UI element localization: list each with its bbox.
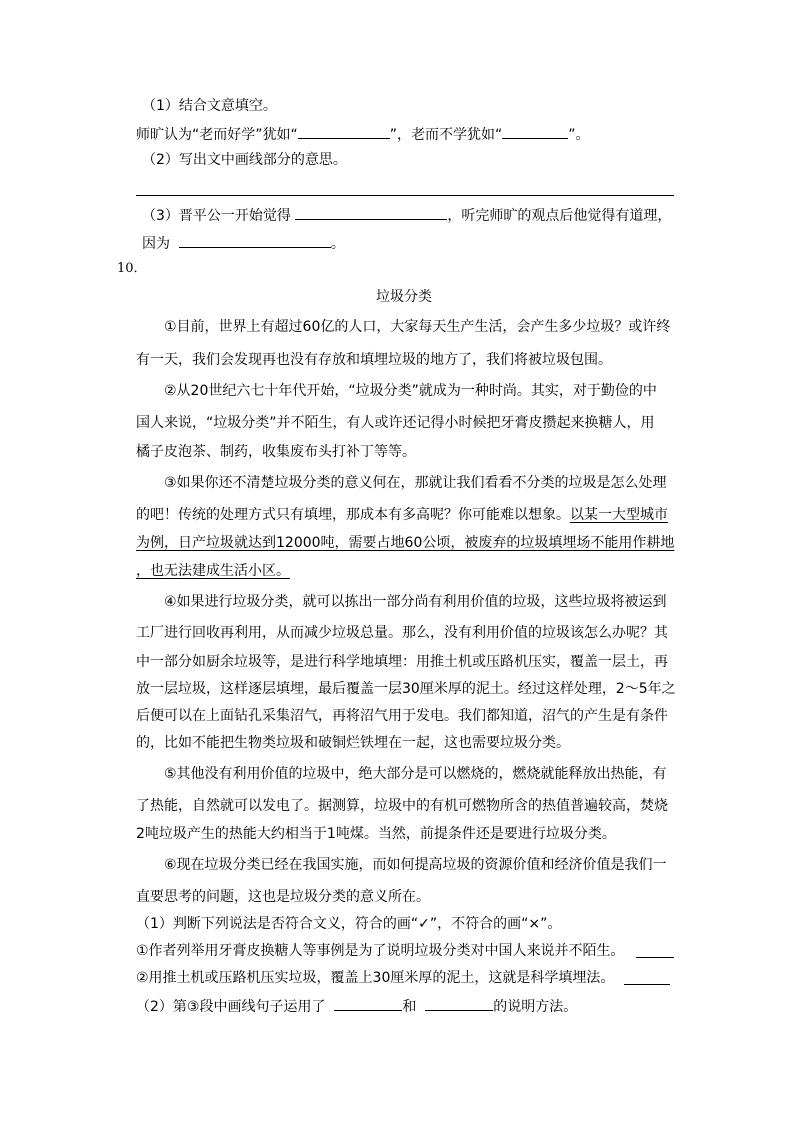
para4-line3: 中一部分如厨余垃圾等，是进行科学地填埋：用推土机或压路机压实，覆盖一层土，再 <box>136 654 668 670</box>
q9-sub3-text-pre: （3）晋平公一开始觉得 <box>142 208 291 224</box>
q9-blank-4[interactable] <box>179 233 331 248</box>
para2-line3: 橘子皮泡茶、制药，收集废布头打补丁等等。 <box>136 444 416 460</box>
para4-line6: 的，比如不能把生物类垃圾和破铜烂铁埋在一起，这也需要垃圾分类。 <box>136 735 570 751</box>
q10-statement-2: ②用推土机或压路机压实垃圾，覆盖上30厘米厚的泥土，这就是科学填埋法。 <box>136 970 615 986</box>
para3-line1: ③如果你还不清楚垃圾分类的意义何在，那就让我们看看不分类的垃圾是怎么处理 <box>164 475 667 491</box>
q9-sub1-text-post: ”。 <box>568 127 590 143</box>
para5-line3: 2吨垃圾产生的热能大约相当于1吨煤。当然，前提条件还是要进行垃圾分类。 <box>136 826 616 842</box>
para6-line1: ⑥现在垃圾分类已经在我国实施，而如何提高垃圾的资源价值和经济价值是我们一 <box>164 857 667 873</box>
para3-underlined-end: ，也无法建成生活小区。 <box>136 563 290 579</box>
q10-statement-2-blank[interactable] <box>624 970 670 985</box>
q10-sub2-blank-1[interactable] <box>334 996 402 1011</box>
q9-sub2-answer-line[interactable] <box>136 195 674 196</box>
para1-line2: 有一天，我们会发现再也没有存放和填埋垃圾的地方了，我们将被垃圾包围。 <box>136 352 612 368</box>
q10-sub2-line <box>136 996 577 1017</box>
q9-blank-2[interactable] <box>502 124 568 139</box>
q9-sub2-label: （2）写出文中画线部分的意思。 <box>142 152 347 168</box>
q10-sub2-blank-2[interactable] <box>425 996 493 1011</box>
passage-title: 垃圾分类 <box>376 289 432 305</box>
q9-sub1-fill-line <box>136 124 590 145</box>
para3-underlined-start: 以某一大型城市 <box>570 507 668 523</box>
q10-sub2-text-post: 的说明方法。 <box>493 999 578 1015</box>
q9-blank-3[interactable] <box>295 205 447 220</box>
para6-line2: 直要思考的问题，这也是垃圾分类的意义所在。 <box>136 889 430 905</box>
para4-line5: 后便可以在上面钻孔采集沼气，再将沼气用于发电。我们都知道，沼气的产生是有条件 <box>136 708 668 724</box>
para3-underlined-line: 为例，日产垃圾就达到12000吨，需要占地60公顷，被废弃的垃圾填埋场不能用作耕地 <box>136 535 675 551</box>
para4-line4: 放一层垃圾，这样逐层填埋，最后覆盖一层30厘米厚的泥土。经过这样处理，2～5年之 <box>136 681 676 697</box>
q9-sub3-text-post: ，听完师旷的观点后他觉得有道理， <box>447 208 672 224</box>
q9-sub3-line1 <box>142 205 671 226</box>
q10-sub2-text-pre: （2）第③段中画线句子运用了 <box>136 999 326 1015</box>
para3-line2-plain: 的吧！传统的处理方式只有填埋，那成本有多高呢？你可能难以想象。 <box>136 507 570 523</box>
q9-sub3-line2 <box>142 233 345 254</box>
q9-sub1-text-mid: ”，老而不学犹如“ <box>389 127 503 143</box>
q9-sub1-text-pre: 师旷认为“老而好学”犹如“ <box>136 127 298 143</box>
q9-sub3-because: 因为 <box>142 236 170 252</box>
q10-number: 10． <box>117 261 147 276</box>
q9-blank-1[interactable] <box>298 124 390 139</box>
q10-statement-1-blank[interactable] <box>636 943 674 958</box>
q10-sub2-text-mid: 和 <box>402 999 417 1015</box>
q10-statement-1: ①作者列举用牙膏皮换糖人等事例是为了说明垃圾分类对中国人来说并不陌生。 <box>136 943 625 959</box>
para5-line1: ⑤其他没有利用价值的垃圾中，绝大部分是可以燃烧的，燃烧就能释放出热能，有 <box>164 766 667 782</box>
para3-line2 <box>136 505 668 525</box>
para1-line1: ①目前，世界上有超过60亿的人口，大家每天生产生活，会产生多少垃圾？或许终 <box>164 319 671 335</box>
q10-sub1-label: （1）判断下列说法是否符合文义，符合的画“✓”，不符合的画“×”。 <box>136 916 562 932</box>
q9-sub1-label: （1）结合文意填空。 <box>142 98 277 114</box>
para2-line1: ②从20世纪六七十年代开始，“垃圾分类”就成为一种时尚。其实，对于勤俭的中 <box>164 383 657 399</box>
para5-line2: 了热能，自然就可以发电了。据测算，垃圾中的有机可燃物所含的热值普遍较高，焚烧 <box>136 798 668 814</box>
para2-line2: 国人来说，“垃圾分类”并不陌生，有人或许还记得小时候把牙膏皮攒起来换糖人，用 <box>136 415 655 431</box>
para4-line2: 工厂进行回收再利用，从而减少垃圾总量。那么，没有利用价值的垃圾该怎么办呢？其 <box>136 625 668 641</box>
q9-sub3-period: 。 <box>330 236 345 252</box>
para4-line1: ④如果进行垃圾分类，就可以拣出一部分尚有利用价值的垃圾，这些垃圾将被运到 <box>164 594 667 610</box>
